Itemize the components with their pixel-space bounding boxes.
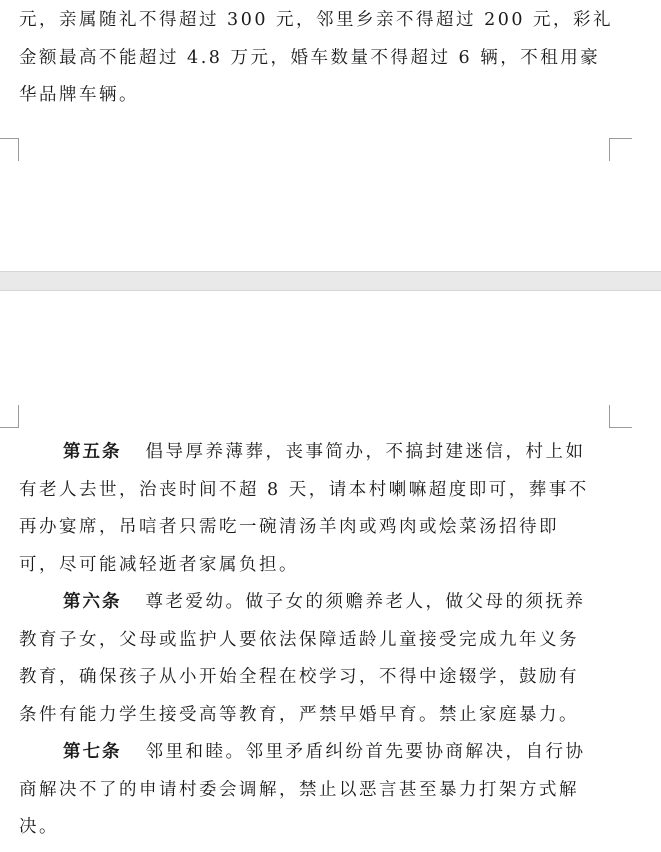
text-line: 条件有能力学生接受高等教育，严禁早婚早育。禁止家庭暴力。 [19,704,579,725]
text-line: 倡导厚养薄葬，丧事简办，不搞封建迷信，村上如 [145,442,586,462]
text-line: 再办宴席，吊唁者只需吃一碗清汤羊肉或鸡肉或烩菜汤招待即 [19,517,559,537]
article-6-paragraph [19,584,619,734]
text-line: 可，尽可能减轻逝者家属负担。 [19,554,299,575]
article-7-paragraph [19,734,619,847]
document-page-current [0,291,661,852]
crop-mark-top-right [609,405,632,428]
text-line: 教育子女，父母或监护人要依法保障适龄儿童接受完成九年义务 [19,629,579,650]
text-line-first [19,734,619,772]
text-line: 尊老爱幼。做子女的须赡养老人，做父母的须抚养 [145,592,586,612]
text-line: 元，亲属随礼不得超过 300 元，邻里乡亲不得超过 200 元，彩礼 [19,10,614,30]
crop-mark-top-left [0,405,19,428]
document-page-previous [0,0,661,271]
text-line: 邻里和睦。邻里矛盾纠纷首先要协商解决，自行协 [145,742,586,762]
text-line: 教育，确保孩子从小开始全程在校学习，不得中途辍学，鼓励有 [19,667,579,687]
text-line: 商解决不了的申请村委会调解，禁止以恶言甚至暴力打架方式解 [19,779,579,800]
text-line-first [19,584,619,622]
text-line-first [19,434,619,472]
text-line: 决。 [19,817,59,837]
article-6-heading: 第六条 [63,592,122,612]
text-line: 金额最高不能超过 4.8 万元，婚车数量不得超过 6 辆，不租用豪 [19,47,601,68]
crop-mark-bottom-left [0,138,19,161]
page-separator [0,271,661,291]
article-5-heading: 第五条 [63,442,122,462]
paragraph-continued [19,2,619,115]
article-5-paragraph [19,434,619,584]
article-7-heading: 第七条 [63,742,122,762]
text-line: 华品牌车辆。 [19,85,139,105]
crop-mark-bottom-right [609,138,632,161]
text-line: 有老人去世，治丧时间不超 8 天，请本村喇嘛超度即可，葬事不 [19,479,589,500]
